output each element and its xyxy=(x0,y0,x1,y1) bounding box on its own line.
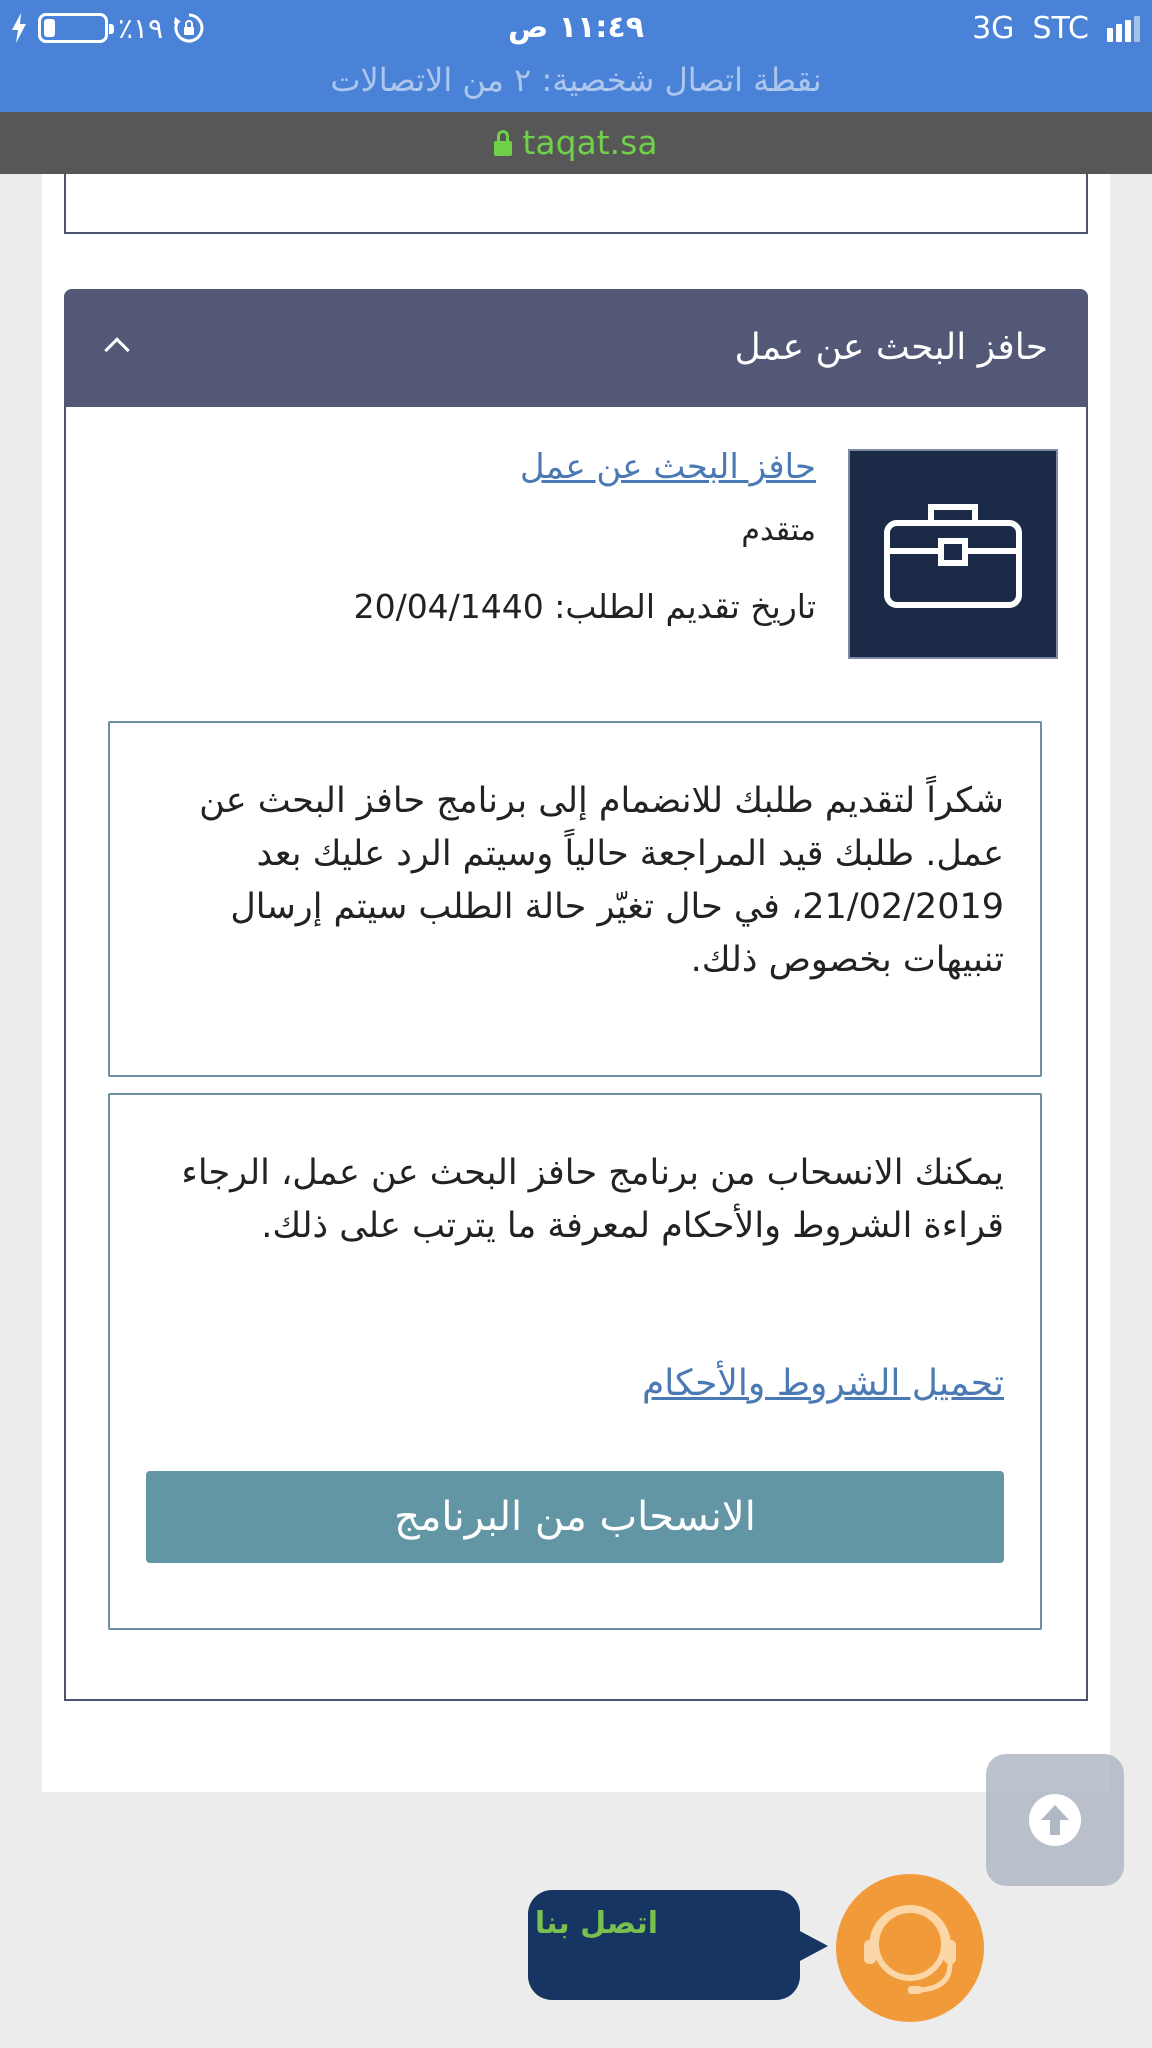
scroll-to-top-button[interactable] xyxy=(986,1754,1124,1886)
network-type: 3G xyxy=(972,10,1015,46)
support-avatar[interactable] xyxy=(836,1874,984,2022)
download-terms-link[interactable]: تحميل الشروط والأحكام xyxy=(641,1363,1004,1404)
briefcase-icon xyxy=(883,499,1023,609)
application-date: تاريخ تقديم الطلب: 20/04/1440 xyxy=(353,587,816,626)
contact-us-label: اتصل بنا xyxy=(534,1906,658,1941)
status-time: ١١:٤٩ ص xyxy=(507,10,645,45)
url-bar[interactable] xyxy=(0,112,1152,174)
status-bar xyxy=(0,0,1152,112)
review-notice-box xyxy=(108,721,1042,1077)
hotspot-banner[interactable]: نقطة اتصال شخصية: ٢ من الاتصالات xyxy=(330,61,822,99)
url-text[interactable]: taqat.sa xyxy=(522,123,658,162)
program-panel xyxy=(64,289,1088,1701)
contact-us-bubble[interactable] xyxy=(528,1890,800,2000)
panel-header[interactable] xyxy=(64,289,1088,407)
arrow-up-icon xyxy=(1027,1792,1083,1848)
status-right xyxy=(972,10,1140,46)
previous-panel-bottom xyxy=(64,174,1088,234)
program-icon-box xyxy=(848,449,1058,659)
chevron-up-icon[interactable] xyxy=(104,337,129,362)
carrier-name: STC xyxy=(1032,10,1089,46)
withdraw-box xyxy=(108,1093,1042,1630)
battery-percent: ٪١٩ xyxy=(118,11,164,45)
withdraw-text: يمكنك الانسحاب من برنامج حافز البحث عن عمل، الرجاء قراءة الشروط والأحكام لمعرفة ما يترتب على ذلك. xyxy=(181,1153,1004,1246)
lock-icon xyxy=(494,130,512,156)
review-notice-text: شكراً لتقديم طلبك للانضمام إلى برنامج حافز البحث عن عمل. طلبك قيد المراجعة حالياً وسيتم الرد عليك بعد 21/02/2019، في حال تغيّر حالة الطلب سيتم إرسال تنبيهات بخصوص ذلك. xyxy=(199,781,1004,980)
program-status: متقدم xyxy=(741,513,816,548)
headset-icon xyxy=(850,1888,970,2008)
signal-icon xyxy=(1107,14,1140,42)
panel-title: حافز البحث عن عمل xyxy=(734,327,1048,368)
withdraw-button[interactable]: الانسحاب من البرنامج xyxy=(146,1471,1004,1563)
program-link[interactable]: حافز البحث عن عمل xyxy=(519,447,816,487)
